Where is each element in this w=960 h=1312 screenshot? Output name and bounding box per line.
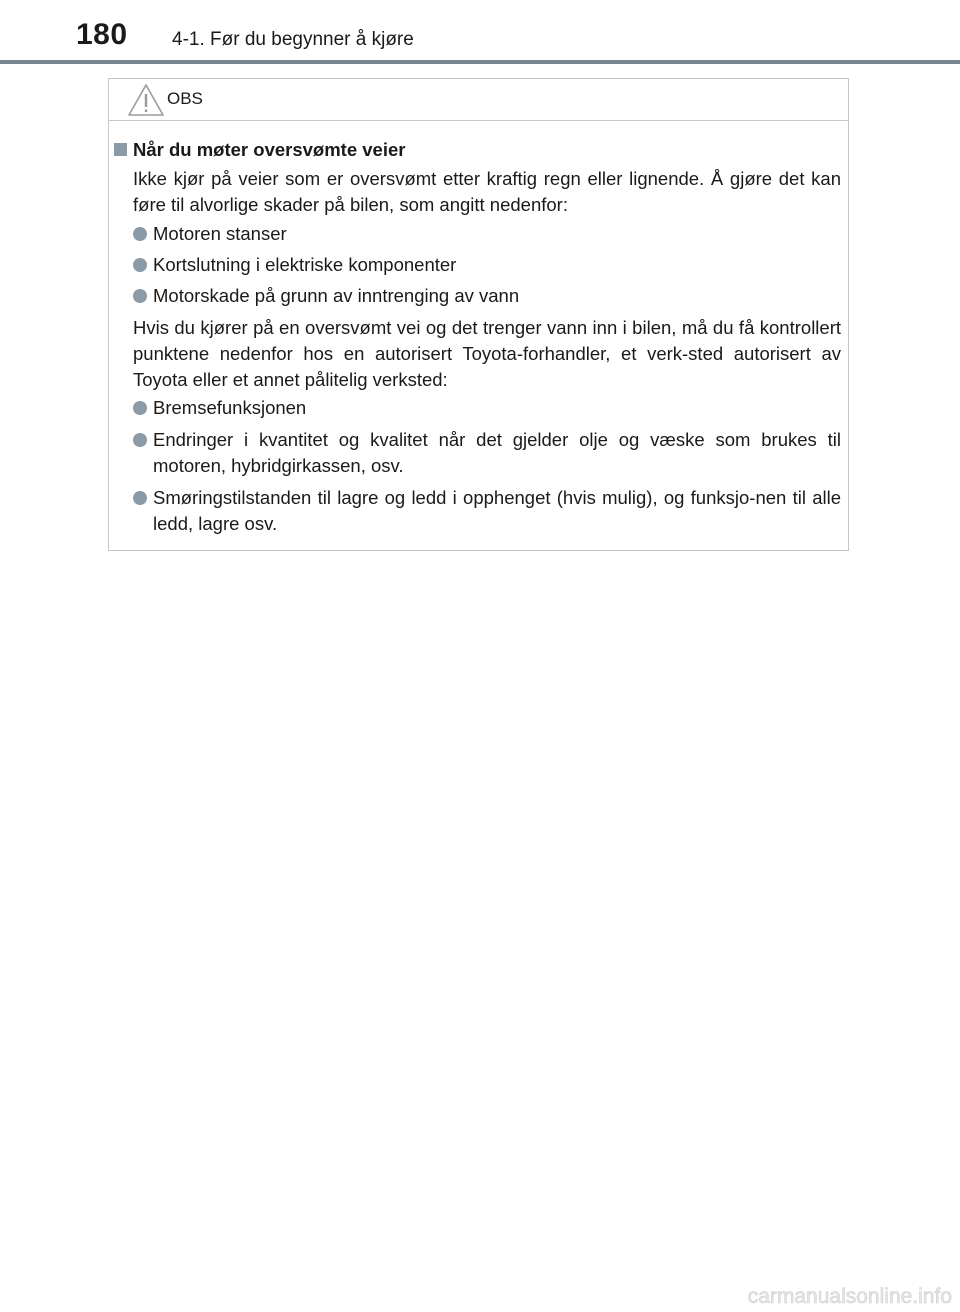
section-title: 4-1. Før du begynner å kjøre — [172, 29, 414, 50]
check-item — [133, 427, 841, 479]
subheading-text: Når du møter oversvømte veier — [133, 139, 406, 160]
notice-box — [108, 78, 849, 551]
circle-bullet-icon — [133, 227, 147, 241]
consequence-text: Kortslutning i elektriske komponenter — [153, 254, 457, 275]
header-rule — [0, 60, 960, 64]
check-text: Bremsefunksjonen — [153, 397, 307, 418]
circle-bullet-icon — [133, 401, 147, 415]
notice-label: OBS — [167, 89, 203, 108]
square-bullet-icon — [114, 143, 127, 156]
intro-paragraph: Ikke kjør på veier som er oversvømt etter kraftig regn eller lignende. Å gjøre det kan føre til alvorlige skader på bilen, som angitt nedenfor: — [133, 168, 841, 215]
consequence-text: Motorskade på grunn av inntrenging av vann — [153, 285, 520, 306]
watermark-logo — [654, 1283, 954, 1309]
notice-subheading — [114, 139, 405, 161]
check-text: Endringer i kvantitet og kvalitet når det gjelder olje og væske som brukes til motoren, hybridgirkassen, osv. — [153, 429, 841, 476]
consequence-item — [133, 252, 841, 278]
circle-bullet-icon — [133, 289, 147, 303]
circle-bullet-icon — [133, 491, 147, 505]
circle-bullet-icon — [133, 433, 147, 447]
check-paragraph: Hvis du kjører på en oversvømt vei og det trenger vann inn i bilen, må du få kontrollert punktene nedenfor hos en autorisert Toyota-forhandler, et verk-sted autorisert av Toyota eller et annet pålitelig verksted: — [133, 317, 841, 390]
consequence-text: Motoren stanser — [153, 223, 287, 244]
consequence-item — [133, 221, 841, 247]
consequence-item — [133, 283, 841, 309]
page-number: 180 — [76, 18, 128, 51]
notice-header — [109, 79, 848, 121]
check-item — [133, 485, 841, 537]
check-item — [133, 395, 841, 421]
warning-triangle-icon — [127, 83, 165, 117]
svg-text:carmanualsonline.info: carmanualsonline.info — [747, 1285, 952, 1308]
check-text: Smøringstilstanden til lagre og ledd i opphenget (hvis mulig), og funksjo-nen til alle ledd, lagre osv. — [153, 487, 841, 534]
circle-bullet-icon — [133, 258, 147, 272]
